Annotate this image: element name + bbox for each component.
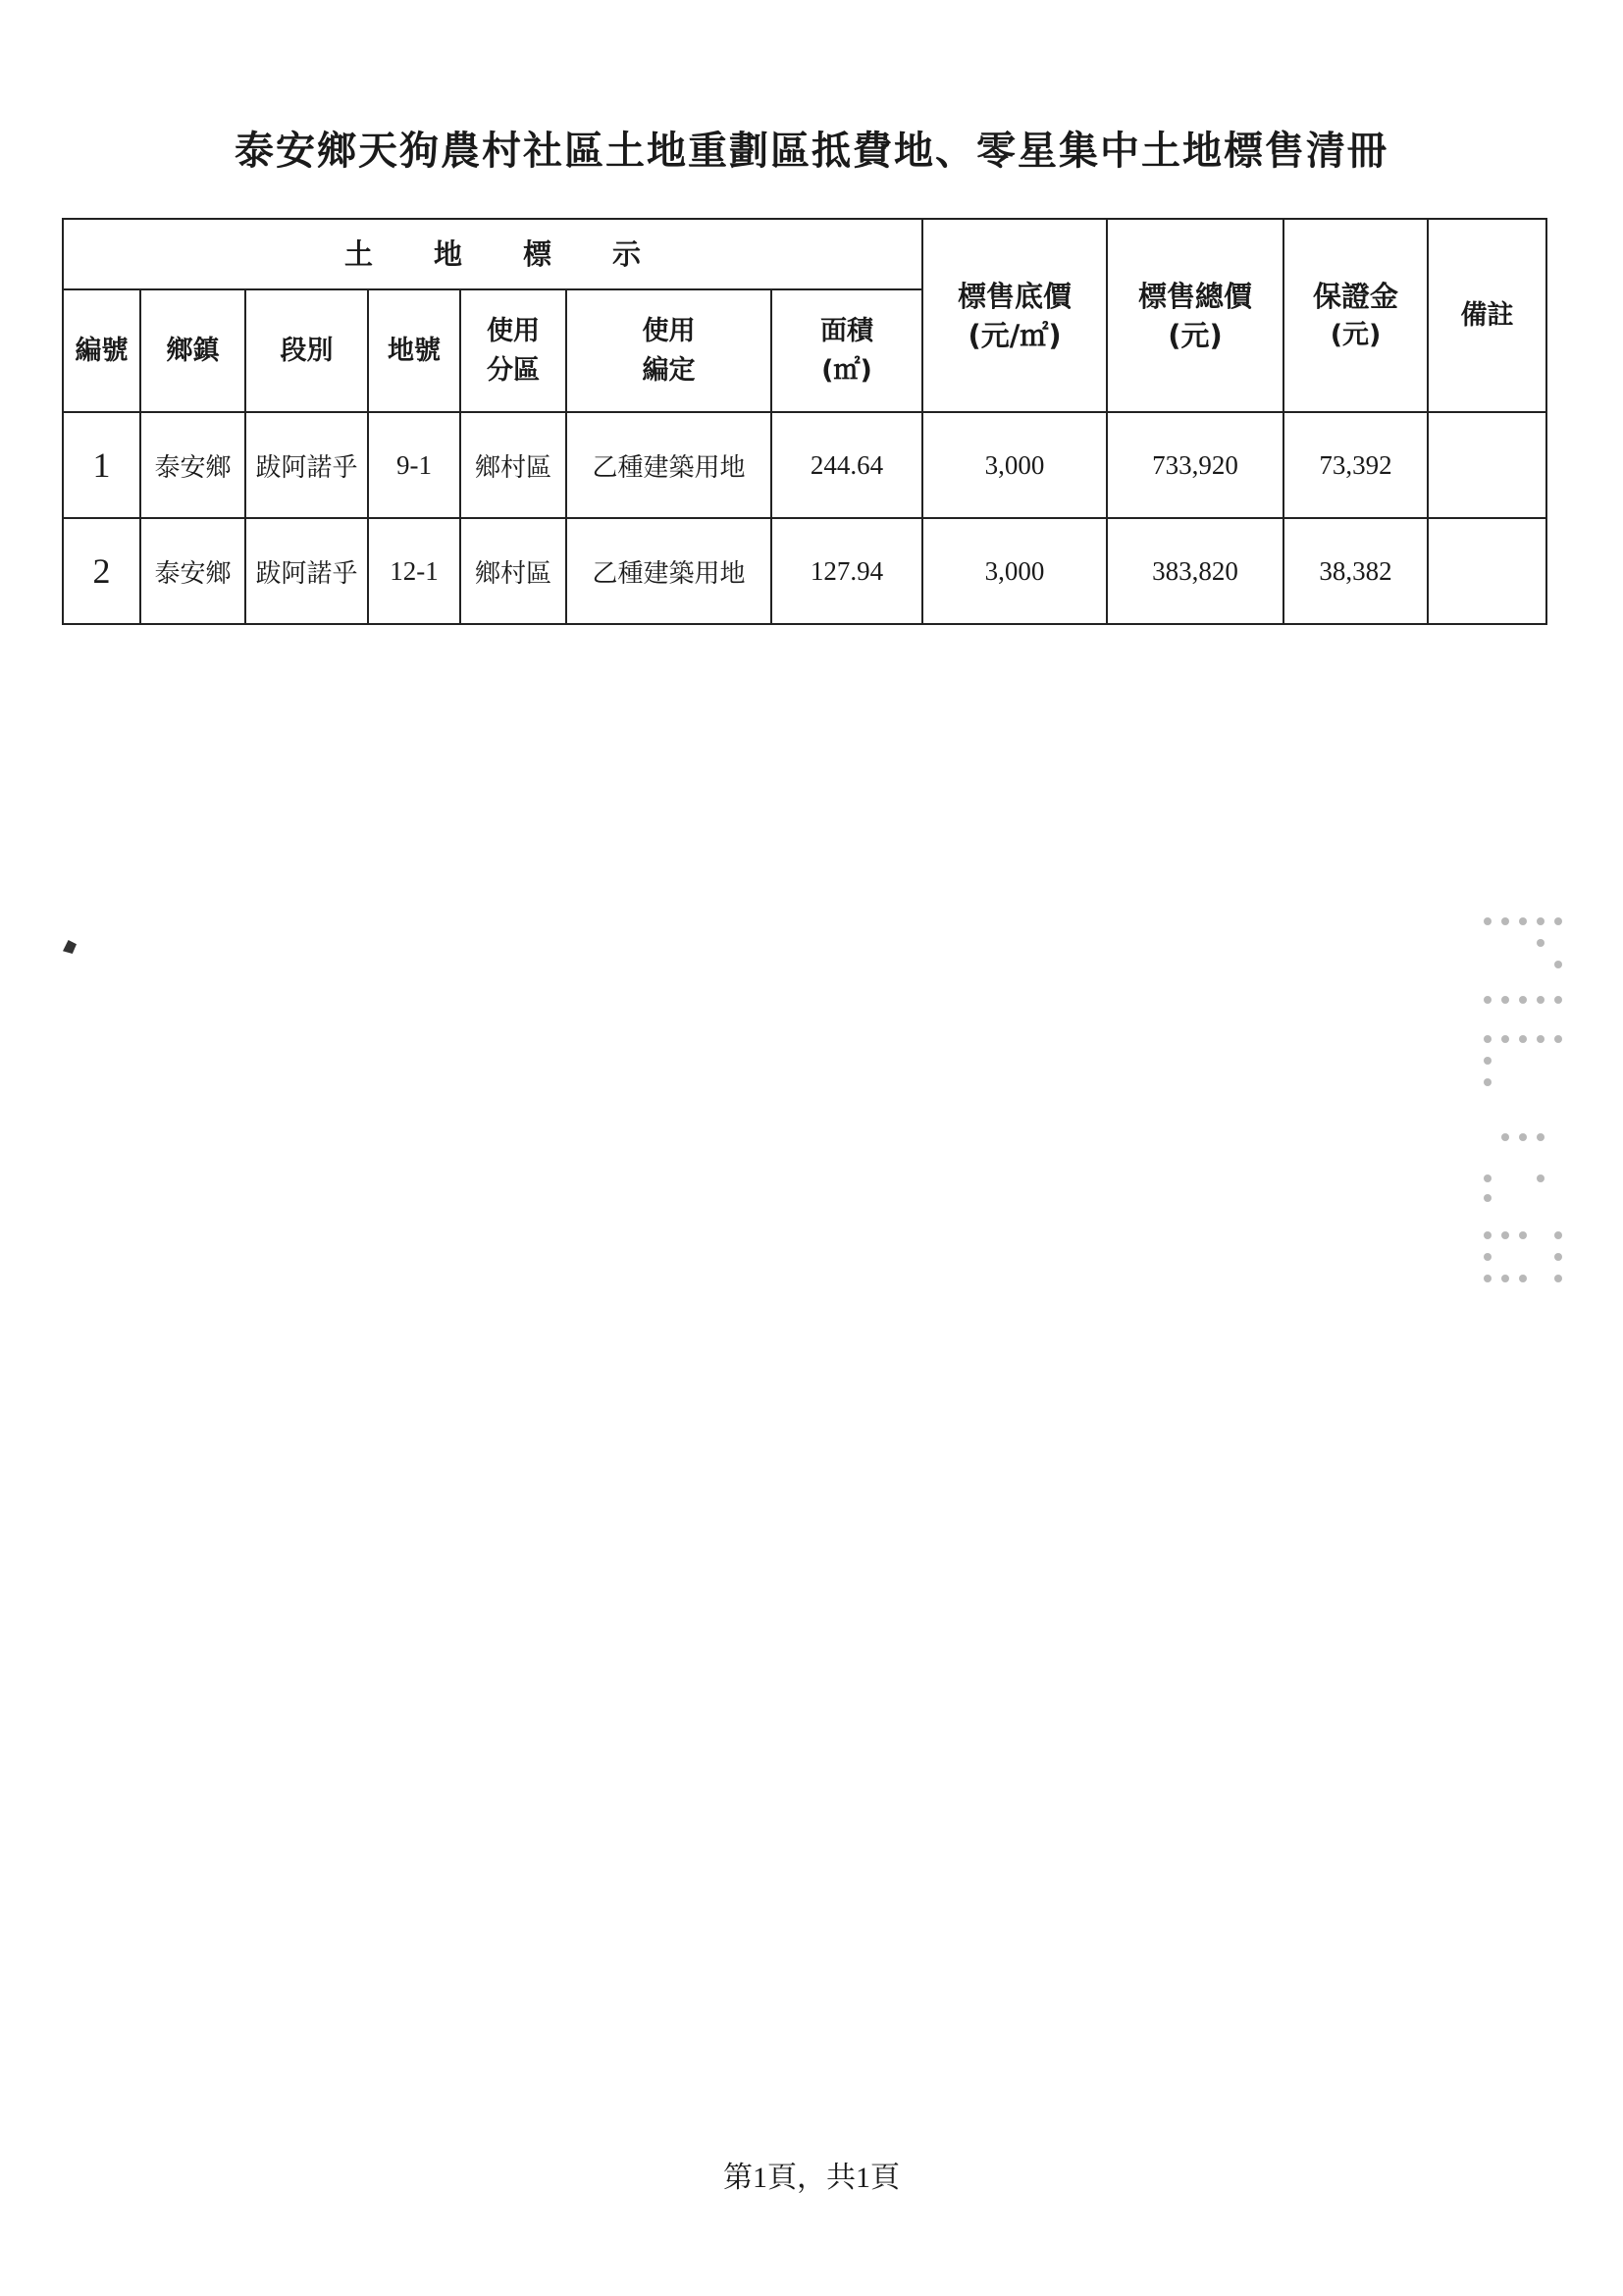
row-section: 跋阿諾乎 <box>245 518 368 624</box>
table-row <box>63 518 1546 624</box>
land-description-header: 土地標示 <box>63 219 922 289</box>
row-deposit: 73,392 <box>1283 412 1428 518</box>
no-header: 編號 <box>63 289 140 412</box>
deposit-header: 保證金 (元) <box>1283 219 1428 412</box>
row-no: 2 <box>63 518 140 624</box>
row-total-price: 383,820 <box>1107 518 1283 624</box>
row-deposit: 38,382 <box>1283 518 1428 624</box>
scan-speck <box>63 940 77 954</box>
row-township: 泰安鄉 <box>140 518 245 624</box>
row-zone: 鄉村區 <box>460 412 566 518</box>
total-price-header: 標售總價 (元) <box>1107 219 1283 412</box>
lot-header: 地號 <box>368 289 460 412</box>
row-remarks <box>1428 518 1546 624</box>
row-category: 乙種建築用地 <box>566 412 771 518</box>
page-footer: 第1頁，共1頁 <box>723 2162 900 2194</box>
land-sale-table <box>62 218 1547 625</box>
row-section: 跋阿諾乎 <box>245 412 368 518</box>
row-area: 127.94 <box>771 518 922 624</box>
row-zone: 鄉村區 <box>460 518 566 624</box>
row-base-price: 3,000 <box>922 412 1107 518</box>
row-lot: 12-1 <box>368 518 460 624</box>
row-remarks <box>1428 412 1546 518</box>
row-area: 244.64 <box>771 412 922 518</box>
document-title: 泰安鄉天狗農村社區土地重劃區抵費地、零星集中土地標售清冊 <box>235 129 1388 174</box>
row-base-price: 3,000 <box>922 518 1107 624</box>
row-category: 乙種建築用地 <box>566 518 771 624</box>
table-group-header-row <box>63 219 1546 289</box>
section-header: 段別 <box>245 289 368 412</box>
base-price-header: 標售底價 (元/㎡) <box>922 219 1107 412</box>
area-header: 面積 (㎡) <box>771 289 922 412</box>
category-header: 使用 編定 <box>566 289 771 412</box>
dot-matrix-stamp <box>1480 917 1574 1300</box>
row-no: 1 <box>63 412 140 518</box>
row-total-price: 733,920 <box>1107 412 1283 518</box>
remarks-header: 備註 <box>1428 219 1546 412</box>
zone-header: 使用 分區 <box>460 289 566 412</box>
township-header: 鄉鎮 <box>140 289 245 412</box>
row-township: 泰安鄉 <box>140 412 245 518</box>
table-row <box>63 412 1546 518</box>
row-lot: 9-1 <box>368 412 460 518</box>
